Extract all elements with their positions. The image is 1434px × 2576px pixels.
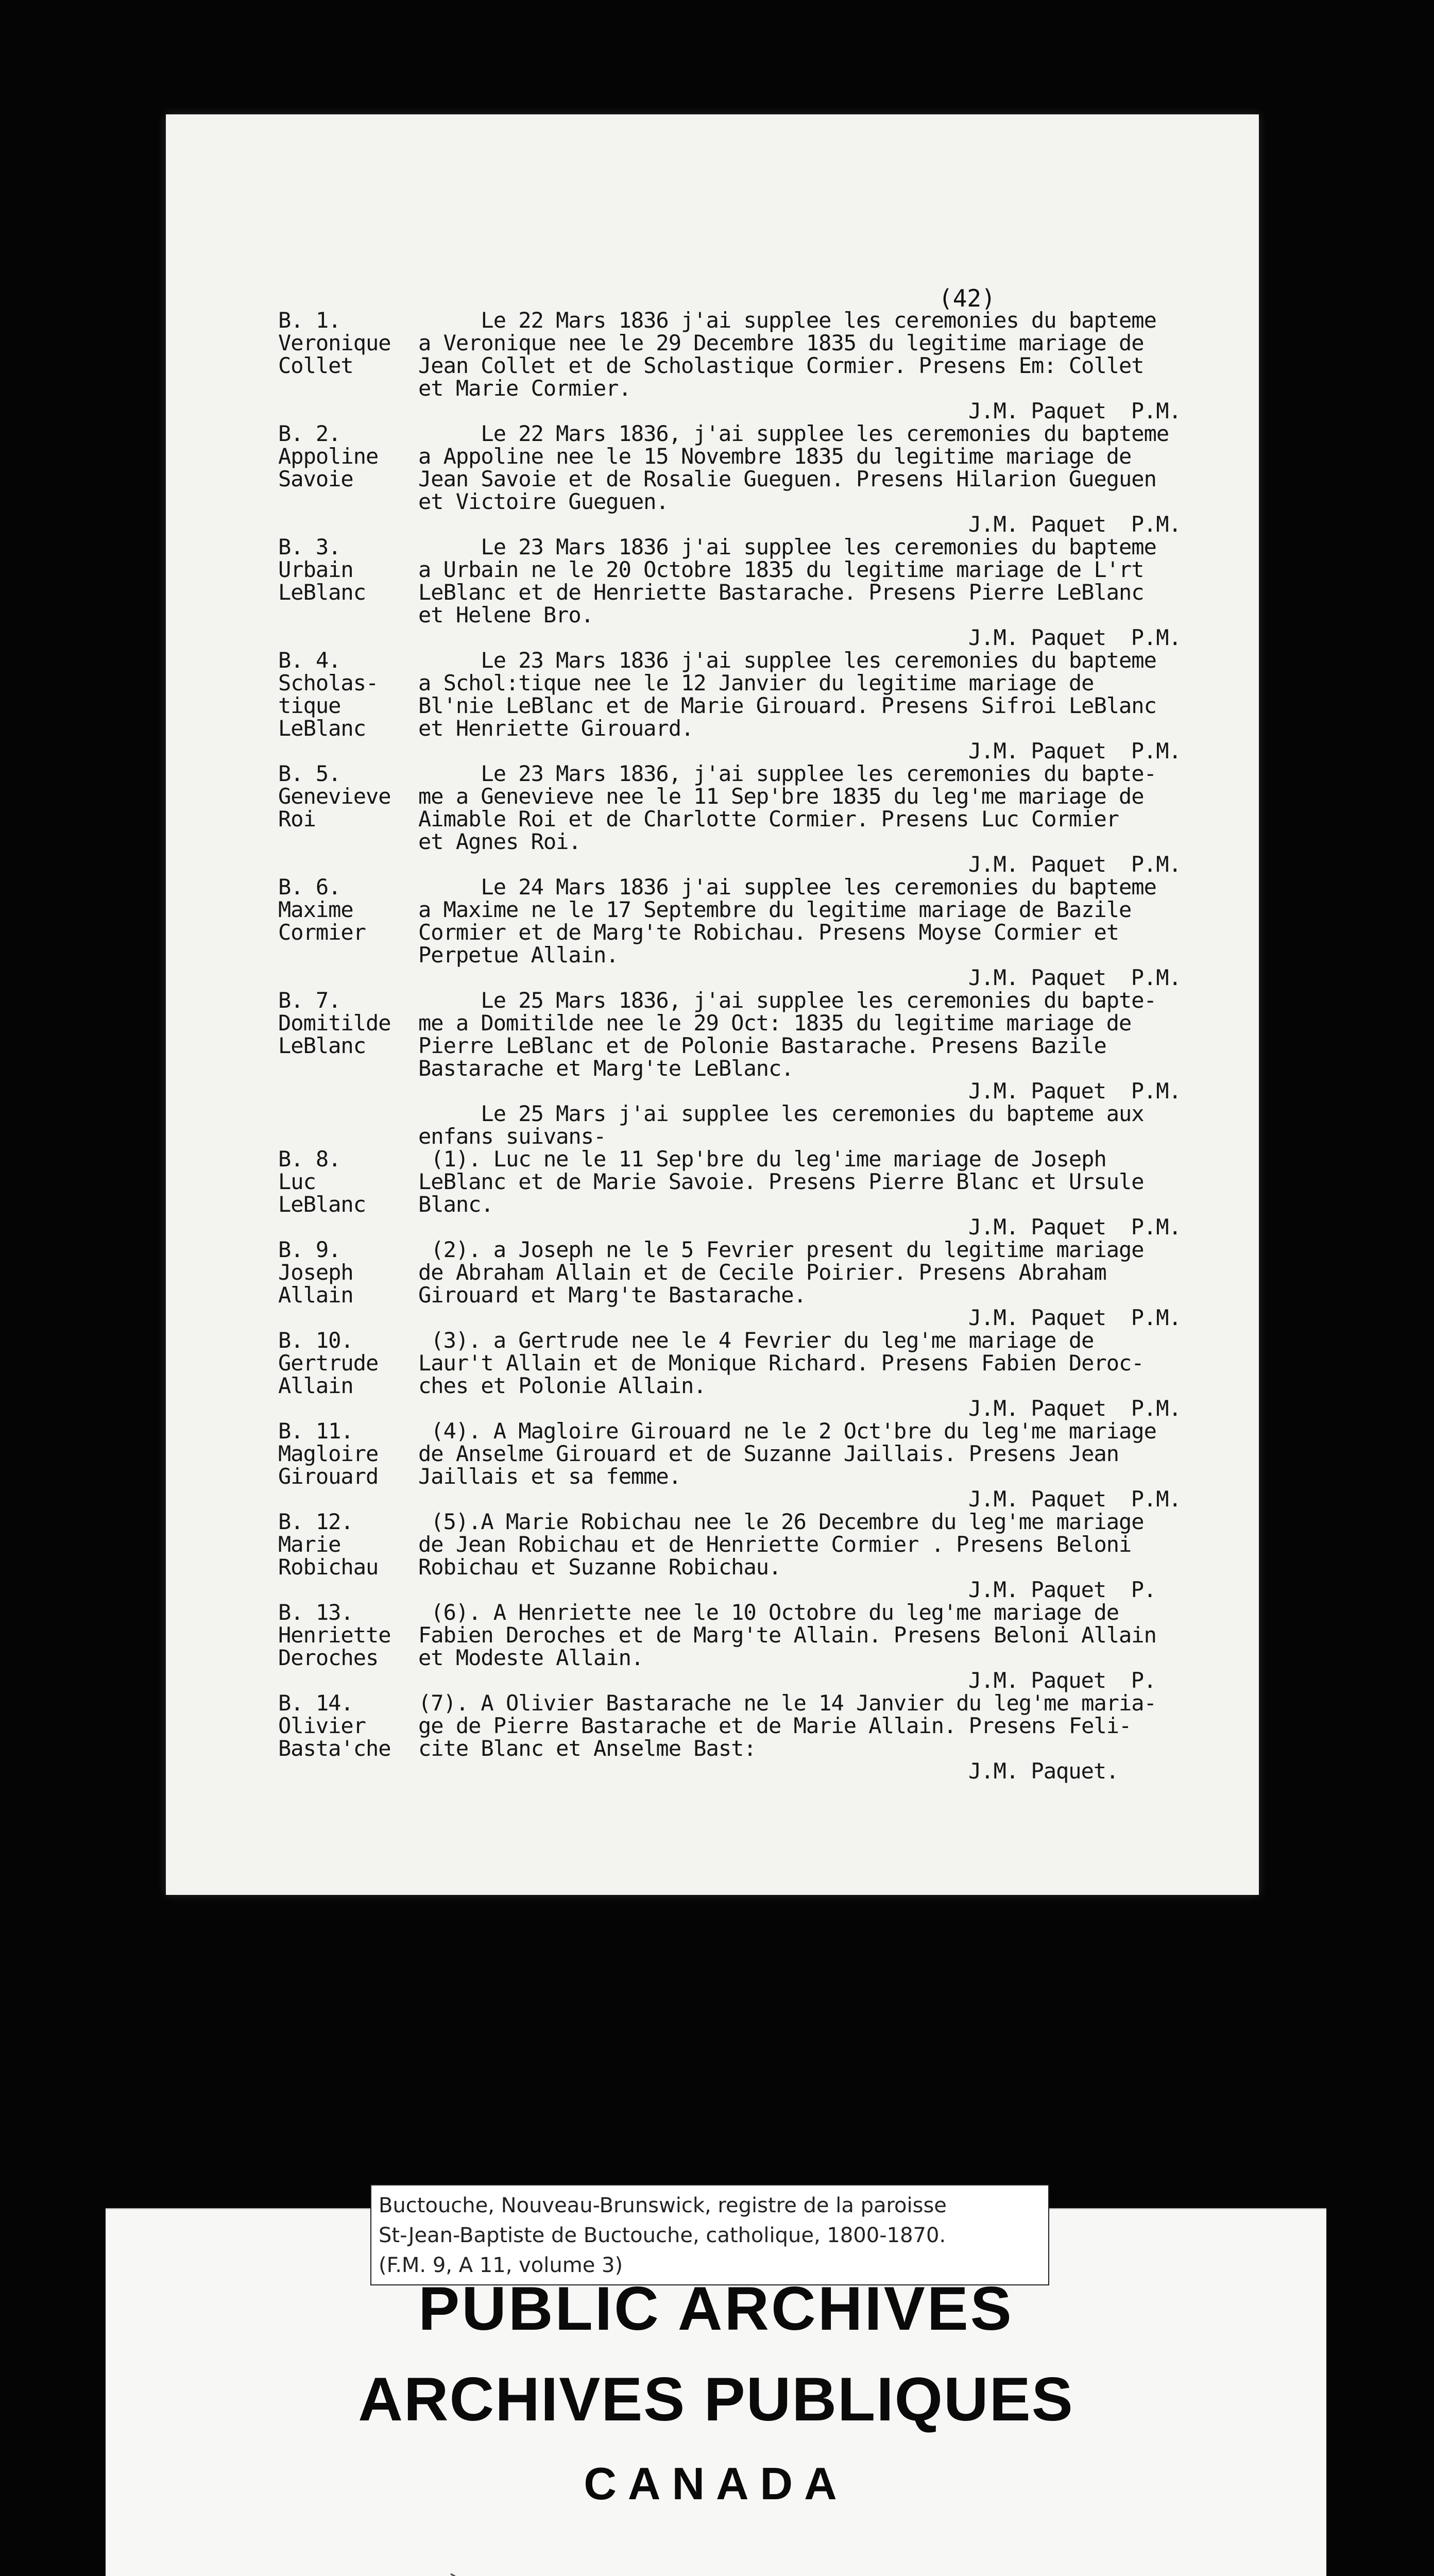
margin-label-line: Magloire [278, 1441, 379, 1466]
entry-text-line: LeBlanc et de Marie Savoie. Presens Pierre Blanc et Ursule [418, 1169, 1144, 1194]
priest-signature: J.M. Paquet P.M. [968, 512, 1181, 537]
pen-mark-icon [448, 2570, 505, 2576]
entry-text-line: de Anselme Girouard et de Suzanne Jaillais. Presens Jean [418, 1441, 1119, 1466]
entry-text-line: Le 23 Mars 1836 j'ai supplee les ceremonies du bapteme [418, 648, 1156, 673]
priest-signature: J.M. Paquet P.M. [968, 625, 1181, 650]
archive-label-line: (F.M. 9, A 11, volume 3) [379, 2253, 623, 2277]
margin-label-line: Collet [278, 353, 353, 378]
margin-label-line: Girouard [278, 1464, 379, 1489]
entry-text [418, 1329, 1236, 1397]
entry-text-line: (5).A Marie Robichau nee le 26 Decembre du leg'me mariage [418, 1509, 1144, 1534]
entry-text-line: a Schol:tique nee le 12 Janvier du legitime mariage de [418, 670, 1094, 696]
entry-margin-label [278, 536, 418, 626]
baptism-entry [278, 649, 1236, 740]
entry-text-line: cite Blanc et Anselme Bast: [418, 1736, 756, 1761]
entry-text-line: et Helene Bro. [418, 602, 594, 628]
entry-margin-label [278, 309, 418, 400]
margin-label-line: Basta'che [278, 1736, 391, 1761]
priest-signature: J.M. Paquet P.M. [968, 1486, 1181, 1512]
entry-text-line: a Maxime ne le 17 Septembre du legitime mariage de Bazile [418, 897, 1132, 922]
entry-margin-label [278, 422, 418, 513]
entry-text-line: Girouard et Marg'te Bastarache. [418, 1282, 806, 1308]
entry-text [418, 1692, 1236, 1760]
entry-text-line: (2). a Joseph ne le 5 Fevrier present du legitime mariage [418, 1237, 1144, 1262]
entry-text-line: Pierre LeBlanc et de Polonie Bastarache. Presens Bazile [418, 1033, 1106, 1058]
margin-label-line: Domitilde [278, 1010, 391, 1036]
public-archives-heading: PUBLIC ARCHIVES [418, 2274, 1014, 2343]
archive-label-line: Buctouche, Nouveau-Brunswick, registre de la paroisse [379, 2194, 947, 2217]
margin-label-line: LeBlanc [278, 1033, 366, 1058]
baptism-entry [278, 422, 1236, 513]
page-number: (42) [938, 284, 996, 312]
entry-text-line: Jean Collet et de Scholastique Cormier. Presens Em: Collet [418, 353, 1144, 378]
baptism-entry [278, 989, 1236, 1080]
entry-text [418, 649, 1236, 740]
entry-text-line: a Appoline nee le 15 Novembre 1835 du legitime mariage de [418, 444, 1132, 469]
margin-label-line: Genevieve [278, 784, 391, 809]
entry-text [418, 989, 1236, 1080]
priest-signature: J.M. Paquet P. [968, 1668, 1156, 1693]
baptism-entry [278, 536, 1236, 626]
margin-label-line: Roi [278, 806, 316, 832]
baptism-entry [278, 1511, 1236, 1579]
entry-text-line: (3). a Gertrude nee le 4 Fevrier du leg'me mariage de [418, 1328, 1094, 1353]
margin-label-line: B. 12. [278, 1509, 353, 1534]
entry-margin-label [278, 1601, 418, 1669]
entry-text-line: (4). A Magloire Girouard ne le 2 Oct'bre du leg'me mariage [418, 1418, 1156, 1444]
margin-label-line: B. 13. [278, 1600, 353, 1625]
baptism-entry [278, 309, 1236, 400]
entry-text-line: Aimable Roi et de Charlotte Cormier. Presens Luc Cormier [418, 806, 1119, 832]
entry-margin-label [278, 989, 418, 1080]
entry-text-line: Le 22 Mars 1836, j'ai supplee les ceremonies du bapteme [418, 421, 1169, 446]
margin-label-line: Marie [278, 1532, 341, 1557]
entry-text-line: Le 23 Mars 1836, j'ai supplee les ceremonies du bapte- [418, 761, 1156, 786]
margin-label-line: Urbain [278, 557, 353, 582]
margin-label-line: LeBlanc [278, 716, 366, 741]
priest-signature: J.M. Paquet P.M. [968, 965, 1181, 990]
entry-text-line: Le 25 Mars 1836, j'ai supplee les ceremonies du bapte- [418, 988, 1156, 1013]
entry-text-line: (7). A Olivier Bastarache ne le 14 Janvier du leg'me maria- [418, 1690, 1156, 1716]
margin-label-line: B. 11. [278, 1418, 353, 1444]
baptism-entry [278, 762, 1236, 853]
entry-margin-label [278, 649, 418, 740]
archive-label-line: St-Jean-Baptiste de Buctouche, catholique, 1800-1870. [379, 2224, 946, 2247]
group-intro-line: enfans suivans- [418, 1124, 606, 1149]
archive-source-label [370, 2184, 1049, 2285]
margin-label-line: Gertrude [278, 1350, 379, 1376]
baptism-entry [278, 1148, 1236, 1216]
entry-text-line: Le 22 Mars 1836 j'ai supplee les ceremonies du bapteme [418, 308, 1156, 333]
entry-text [418, 1420, 1236, 1488]
baptism-entry [278, 876, 1236, 967]
entry-text-line: Laur't Allain et de Monique Richard. Presens Fabien Deroc- [418, 1350, 1144, 1376]
entry-margin-label [278, 1239, 418, 1307]
entry-margin-label [278, 876, 418, 967]
entry-text-line: et Henriette Girouard. [418, 716, 694, 741]
margin-label-line: B. 10. [278, 1328, 353, 1353]
entry-text-line: Robichau et Suzanne Robichau. [418, 1554, 781, 1580]
margin-label-line: B. 5. [278, 761, 341, 786]
priest-signature: J.M. Paquet P.M. [968, 738, 1181, 764]
margin-label-line: Savoie [278, 466, 353, 492]
margin-label-line: B. 7. [278, 988, 341, 1013]
priest-signature: J.M. Paquet. [968, 1758, 1119, 1784]
margin-label-line: LeBlanc [278, 580, 366, 605]
entry-margin-label [278, 1420, 418, 1488]
entry-text-line: (1). Luc ne le 11 Sep'bre du leg'ime mariage de Joseph [418, 1146, 1106, 1172]
entry-text-line: Jean Savoie et de Rosalie Gueguen. Presens Hilarion Gueguen [418, 466, 1156, 492]
baptism-entry [278, 1239, 1236, 1307]
baptism-register-entries [278, 309, 1236, 1783]
margin-label-line: Cormier [278, 920, 366, 945]
entry-text-line: (6). A Henriette nee le 10 Octobre du leg'me mariage de [418, 1600, 1119, 1625]
entry-text-line: ches et Polonie Allain. [418, 1373, 706, 1398]
entry-text-line: me a Domitilde nee le 29 Oct: 1835 du legitime mariage de [418, 1010, 1132, 1036]
entry-text [418, 1239, 1236, 1307]
entry-margin-label [278, 762, 418, 853]
baptism-entry [278, 1601, 1236, 1669]
margin-label-line: Allain [278, 1373, 353, 1398]
entry-text-line: Fabien Deroches et de Marg'te Allain. Presens Beloni Allain [418, 1622, 1156, 1648]
margin-label-line: B. 3. [278, 534, 341, 560]
priest-signature: J.M. Paquet P.M. [968, 1078, 1181, 1104]
baptism-entry [278, 1329, 1236, 1397]
group-intro-line: Le 25 Mars j'ai supplee les ceremonies du bapteme aux [418, 1101, 1144, 1126]
entry-text [418, 762, 1236, 853]
margin-label-line: B. 14. [278, 1690, 353, 1716]
entry-text-line: Blanc. [418, 1192, 493, 1217]
entry-text-line: Perpetue Allain. [418, 942, 619, 968]
priest-signature: J.M. Paquet P.M. [968, 1305, 1181, 1330]
margin-label-line: Deroches [278, 1645, 379, 1670]
margin-label-line: tique [278, 693, 341, 718]
entry-text-line: et Modeste Allain. [418, 1645, 644, 1670]
entry-text-line: Le 24 Mars 1836 j'ai supplee les ceremonies du bapteme [418, 874, 1156, 900]
margin-label-line: B. 4. [278, 648, 341, 673]
entry-text [418, 536, 1236, 626]
margin-label-line: B. 1. [278, 308, 341, 333]
priest-signature: J.M. Paquet P.M. [968, 1396, 1181, 1421]
canada-heading: CANADA [584, 2458, 848, 2509]
entry-text [418, 1148, 1236, 1216]
entry-margin-label [278, 1511, 418, 1579]
archives-publiques-heading: ARCHIVES PUBLIQUES [358, 2365, 1074, 2434]
margin-label-line: Veronique [278, 330, 391, 355]
entry-text [418, 1511, 1236, 1579]
margin-label-line: B. 6. [278, 874, 341, 900]
margin-label-line: Allain [278, 1282, 353, 1308]
entry-text [418, 876, 1236, 967]
entry-text [418, 422, 1236, 513]
entry-text-line: Jaillais et sa femme. [418, 1464, 681, 1489]
margin-label-line: B. 8. [278, 1146, 341, 1172]
entry-text [418, 309, 1236, 400]
margin-label-line: Joseph [278, 1260, 353, 1285]
entry-text-line: et Victoire Gueguen. [418, 489, 669, 514]
entry-text-line: a Veronique nee le 29 Decembre 1835 du legitime mariage de [418, 330, 1144, 355]
margin-label-line: B. 2. [278, 421, 341, 446]
entry-text-line: Cormier et de Marg'te Robichau. Presens Moyse Cormier et [418, 920, 1119, 945]
margin-label-line: Maxime [278, 897, 353, 922]
margin-label-line: B. 9. [278, 1237, 341, 1262]
entry-text-line: Bl'nie LeBlanc et de Marie Girouard. Presens Sifroi LeBlanc [418, 693, 1156, 718]
entry-text-line: et Marie Cormier. [418, 376, 631, 401]
entry-text-line: me a Genevieve nee le 11 Sep'bre 1835 du leg'me mariage de [418, 784, 1144, 809]
entry-margin-label [278, 1329, 418, 1397]
margin-label-line: Appoline [278, 444, 379, 469]
priest-signature: J.M. Paquet P. [968, 1577, 1156, 1602]
margin-label-line: Luc [278, 1169, 316, 1194]
entry-margin-label [278, 1148, 418, 1216]
baptism-entry [278, 1420, 1236, 1488]
margin-label-line: Olivier [278, 1713, 366, 1738]
entry-text-line: LeBlanc et de Henriette Bastarache. Presens Pierre LeBlanc [418, 580, 1144, 605]
entry-text-line: Bastarache et Marg'te LeBlanc. [418, 1056, 794, 1081]
entry-text-line: Le 23 Mars 1836 j'ai supplee les ceremonies du bapteme [418, 534, 1156, 560]
entry-text [418, 1601, 1236, 1669]
margin-label-line: LeBlanc [278, 1192, 366, 1217]
priest-signature: J.M. Paquet P.M. [968, 398, 1181, 423]
baptism-entry [278, 1692, 1236, 1760]
margin-label-line: Robichau [278, 1554, 379, 1580]
entry-text-line: a Urbain ne le 20 Octobre 1835 du legitime mariage de L'rt [418, 557, 1144, 582]
priest-signature: J.M. Paquet P.M. [968, 1214, 1181, 1240]
entry-margin-label [278, 1692, 418, 1760]
entry-text-line: ge de Pierre Bastarache et de Marie Allain. Presens Feli- [418, 1713, 1132, 1738]
entry-text-line: et Agnes Roi. [418, 829, 581, 854]
entry-text-line: de Abraham Allain et de Cecile Poirier. Presens Abraham [418, 1260, 1106, 1285]
entry-text-line: de Jean Robichau et de Henriette Cormier . Presens Beloni [418, 1532, 1132, 1557]
priest-signature: J.M. Paquet P.M. [968, 852, 1181, 877]
margin-label-line: Scholas- [278, 670, 379, 696]
margin-label-line: Henriette [278, 1622, 391, 1648]
